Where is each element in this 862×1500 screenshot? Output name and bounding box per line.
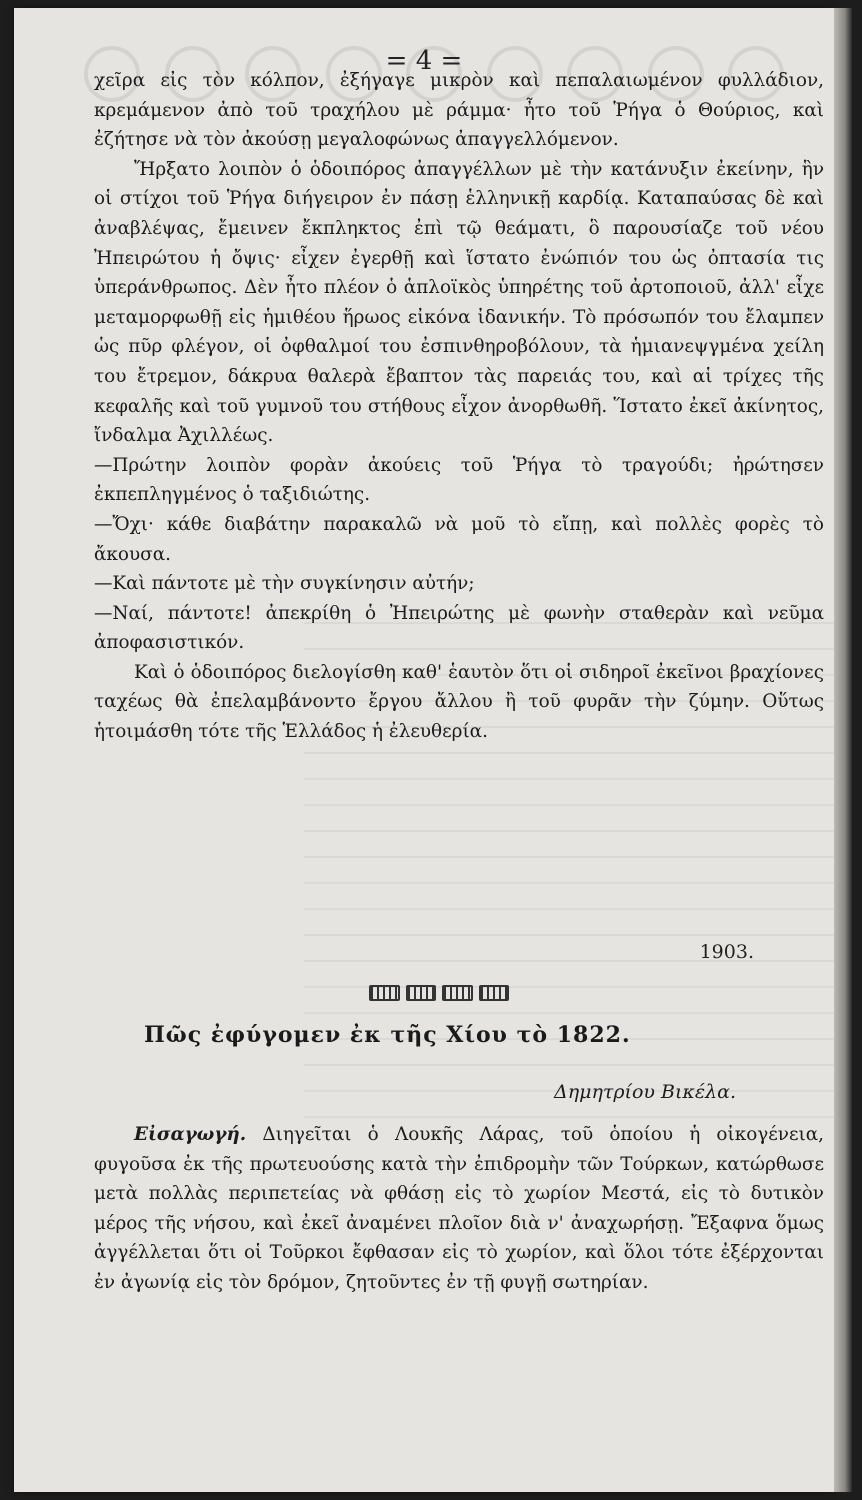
dialogue-line: —Πρώτην λοιπὸν φορὰν ἀκούεις τοῦ Ῥήγα τὸ τραγούδι; ἠρώτησεν ἐκπεπληγμένος ὁ ταξιδιώτης.: [94, 454, 824, 506]
dialogue-line: —Ναί, πάντοτε! ἀπεκρίθη ὁ Ἠπειρώτης μὲ φωνὴν σταθερὰν καὶ νεῦμα ἀποφασιστικόν.: [94, 602, 824, 654]
story-body: [94, 66, 824, 747]
book-page: [14, 8, 834, 1492]
introduction: [94, 1120, 824, 1298]
section-divider-ornament: [369, 985, 509, 1001]
dialogue-line: —Ὄχι· κάθε διαβάτην παρακαλῶ νὰ μοῦ τὸ εἴπῃ, καὶ πολλὲς φορὲς τὸ ἄκουσα.: [94, 513, 824, 565]
paragraph: χεῖρα εἰς τὸν κόλπον, ἐξήγαγε μικρὸν καὶ πεπαλαιωμένον φυλλάδιον, κρεμάμενον ἀπὸ τοῦ τραχήλου μὲ ράμμα· ἦτο τοῦ Ῥήγα ὁ Θούριος, καὶ ἐζήτησε νὰ τὸν ἀκούσῃ μεγαλοφώνως ἀπαγγελλόμενον.: [94, 70, 824, 151]
introduction-label: Εἰσαγωγή.: [134, 1124, 247, 1145]
paragraph: Καὶ ὁ ὁδοιπόρος διελογίσθη καθ' ἑαυτὸν ὅτι οἱ σιδηροῖ ἐκεῖνοι βραχίονες ταχέως θὰ ἐπελαμβάνοντο ἔργου ἄλλου ἢ τοῦ φυρᾶν τὴν ζύμην. Οὕτως ἡτοιμάσθη τότε τῆς Ἑλλάδος ἡ ἐλευθερία.: [94, 661, 824, 743]
introduction-text: Διηγεῖται ὁ Λουκῆς Λάρας, τοῦ ὁποίου ἡ οἰκογένεια, φυγοῦσα ἐκ τῆς πρωτευούσης κατὰ τὴν ἐπιδρομὴν τῶν Τούρκων, κατώρθωσε μετὰ πολλὰς περιπετείας νὰ φθάσῃ εἰς τὸ χωρίον Μεστά, εἰς τὸ δυτικὸν μέρος τῆς νήσου, καὶ ἐκεῖ ἀναμένει πλοῖον διὰ ν' ἀναχωρήσῃ. Ἔξαφνα ὅμως ἀγγέλλεται ὅτι οἱ Τοῦρκοι ἔφθασαν εἰς τὸ χωρίον, καὶ ὅλοι τότε ἐξέρχονται ἐν ἀγωνίᾳ εἰς τὸν δρόμον, ζητοῦντες ἐν τῇ φυγῇ σωτηρίαν.: [94, 1124, 824, 1293]
book-binding-edge: [834, 8, 852, 1492]
story-title: Πῶς ἐφύγομεν ἐκ τῆς Χίου τὸ 1822.: [144, 1022, 631, 1048]
paragraph: Ἤρξατο λοιπὸν ὁ ὁδοιπόρος ἀπαγγέλλων μὲ τὴν κατάνυξιν ἐκείνην, ἣν οἱ στίχοι τοῦ Ῥήγα διήγειρον ἐν πάσῃ ἑλληνικῇ καρδίᾳ. Καταπαύσας δὲ καὶ ἀναβλέψας, ἔμεινεν ἔκπληκτος ἐπὶ τῷ θεάματι, ὃ παρουσίαζε τοῦ νέου Ἠπειρώτου ἡ ὄψις· εἶχεν ἐγερθῇ καὶ ἵστατο ἐνώπιόν του ὡς ὀπτασία τις ὑπεράνθρωπος. Δὲν ἦτο πλέον ὁ ἁπλοϊκὸς ὑπηρέτης τοῦ ἀρτοποιοῦ, ἀλλ' εἶχε μεταμορφωθῇ εἰς ἡμιθέου ἥρωος εἰκόνα ἰδανικήν. Τὸ πρόσωπόν του ἔλαμπεν ὡς πῦρ φλέγον, οἱ ὀφθαλμοί του ἐσπινθηροβόλουν, τὰ ἡμιανεψγμένα χείλη του ἔτρεμον, δάκρυα θαλερὰ ἔβαπτον τὰς παρειάς του, καὶ αἱ τρίχες τῆς κεφαλῆς καὶ τοῦ γυμνοῦ του στήθους εἶχον ἀνορθωθῆ. Ἵστατο ἐκεῖ ἀκίνητος, ἴνδαλμα Ἀχιλλέως.: [94, 158, 824, 447]
dialogue-line: —Καὶ πάντοτε μὲ τὴν συγκίνησιν αὐτήν;: [94, 573, 475, 595]
story-date: 1903.: [699, 941, 754, 963]
page-number: = 4 =: [385, 46, 463, 76]
story-author: Δημητρίου Βικέλα.: [554, 1081, 736, 1103]
